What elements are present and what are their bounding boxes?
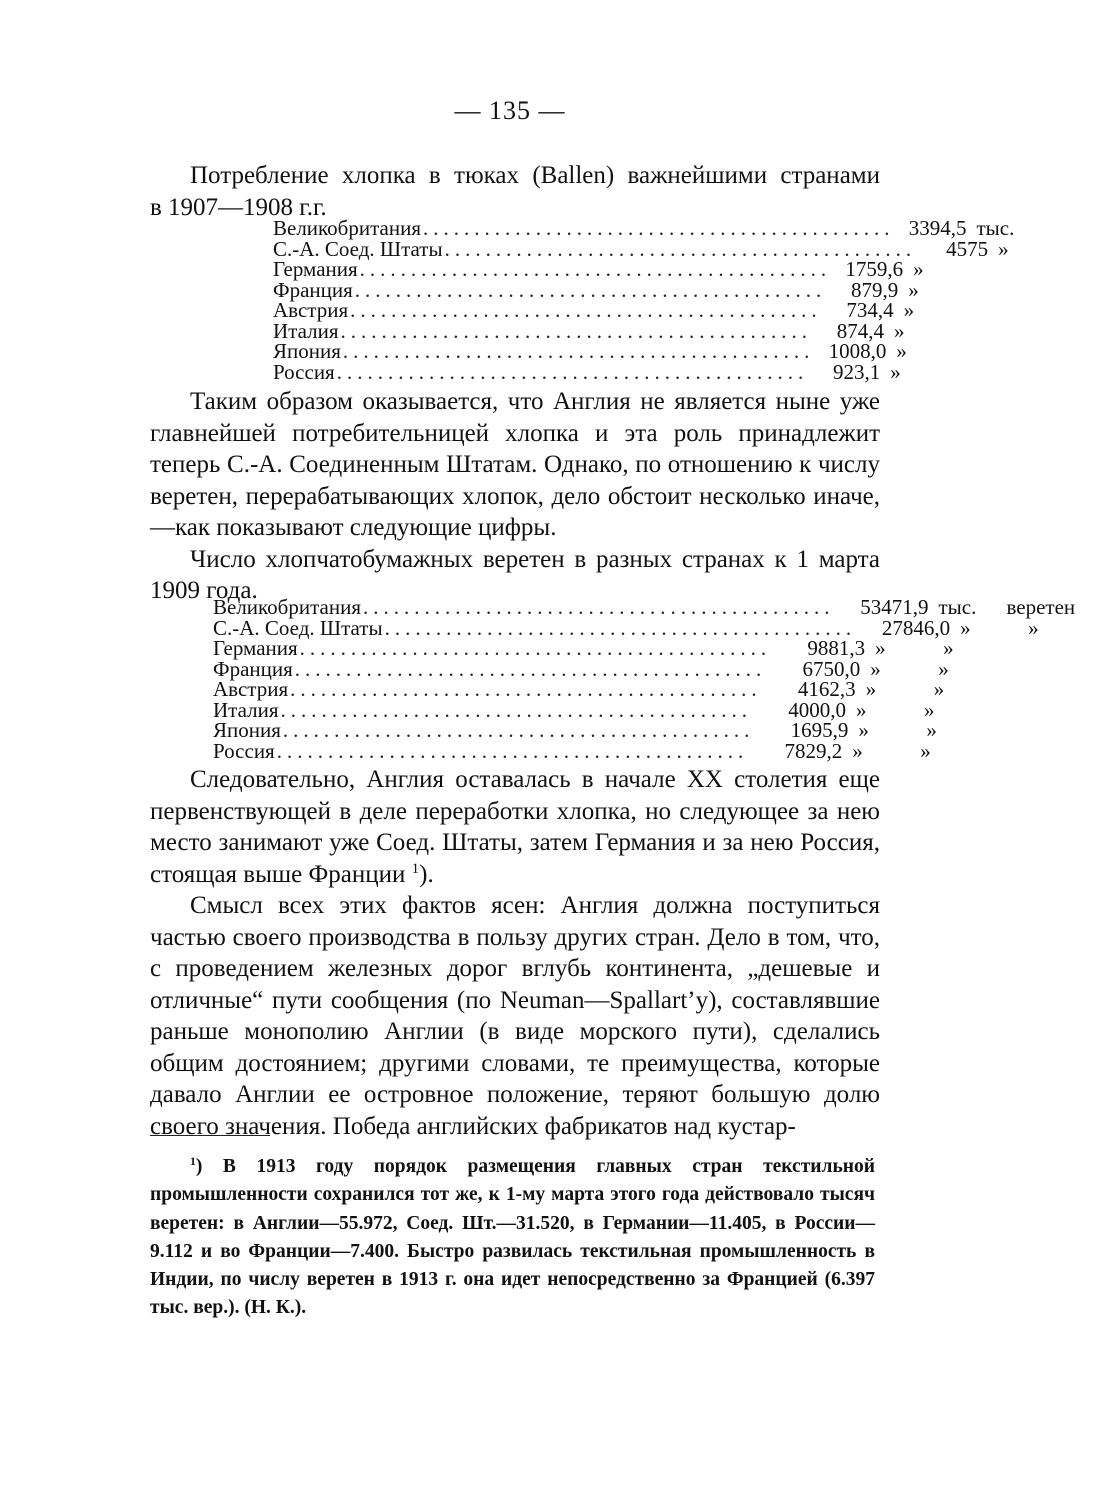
table-value: 4575 (946, 236, 989, 261)
table-value: 27846,0 (881, 615, 951, 640)
table-row (273, 216, 1015, 240)
table-unit: » (893, 318, 905, 343)
country-name: Германия (213, 636, 298, 660)
footnote (150, 1153, 875, 1323)
table-unit: » (855, 697, 867, 722)
paragraph: Таким образом оказывается, что Англия не является ныне уже главнейшей потребительницей хлопка и эта роль принадлежит теперь С.-А. Соединенным Штатам. Однако, по отношению к числу веретен, перерабатывающих хлопок, дело обстоит несколько иначе,—как показывают следующие цифры. (150, 388, 880, 541)
country-name: Австрия (273, 298, 349, 322)
table-value: 4162,3 (797, 677, 856, 701)
paragraph-line: Потребление хлопка в тюках (Ballen) важнейшими странами (190, 162, 880, 189)
table-row (273, 277, 919, 302)
country-name: Германия (273, 257, 358, 281)
table-row (273, 257, 924, 281)
body-text-1 (150, 386, 880, 607)
leader-dots: .............................................. (444, 236, 917, 261)
table-row (213, 677, 945, 701)
leader-dots: .............................................. (276, 738, 749, 763)
table-value: 734,4 (846, 298, 894, 322)
table-unit: веретен (1006, 595, 1076, 619)
table-unit: » (890, 359, 901, 384)
table-unit: » (852, 738, 863, 763)
table-row (213, 697, 935, 722)
table-unit: » (858, 718, 869, 742)
footnote-paragraph (150, 1153, 875, 1323)
table-value: 923,1 (832, 359, 881, 384)
paragraph: Число хлопчатобумажных веретен в разных странах к 1 марта 1909 года. (150, 545, 880, 604)
leader-dots: .............................................. (282, 718, 755, 742)
country-name: Япония (213, 718, 281, 742)
leader-dots: .............................................. (359, 257, 832, 281)
table-unit: » (938, 656, 949, 681)
country-name: Великобритания (273, 216, 421, 240)
paragraph-text: Следовательно, Англия оставалась в начале XX столетия еще первенствующей в деле переработки хлопка, но следующее за нею место занимают уже Соед. Штаты, затем Германия и за нею Россия, стоящая выше Франции (150, 766, 880, 888)
leader-dots: .............................................. (342, 339, 815, 363)
country-name: Италия (213, 697, 279, 722)
table-row (273, 359, 901, 384)
page-number: — 135 — (454, 96, 566, 125)
table-row (273, 236, 1009, 261)
table-unit: » (870, 656, 881, 681)
table-row (213, 615, 1039, 640)
table-unit: » (943, 636, 954, 660)
table-value: 879,9 (851, 277, 899, 302)
footnote-marker-paren: ) (195, 1156, 203, 1177)
country-name: Франция (273, 277, 353, 302)
table-unit: тыс. (976, 216, 1015, 240)
table-value: 1008,0 (828, 339, 887, 363)
table-unit: » (1028, 615, 1039, 640)
table-value: 874,4 (836, 318, 884, 343)
country-name: С.-А. Соед. Штаты (273, 236, 443, 261)
country-name: Франция (213, 656, 293, 681)
table-unit: » (926, 718, 937, 742)
table-unit: » (923, 697, 935, 722)
table-value: 9881,3 (807, 636, 866, 660)
table-unit: » (903, 298, 915, 322)
table-value: 1759,6 (845, 257, 904, 281)
table-row (273, 339, 907, 363)
footnote-marker: 1 (190, 1154, 196, 1168)
table-value: 4000,0 (788, 697, 846, 722)
table-row (213, 595, 1076, 619)
body-text-2 (150, 764, 880, 1142)
leader-dots: .............................................. (299, 636, 772, 660)
leader-dots: .............................................. (423, 216, 895, 240)
table-row (213, 656, 949, 681)
table-unit: » (875, 636, 886, 660)
paragraph (150, 764, 880, 890)
table-value: 1695,9 (790, 718, 849, 742)
leader-dots: .............................................. (350, 298, 822, 322)
spindles-table (213, 595, 1076, 763)
intro-paragraph-1 (150, 160, 880, 223)
table-row (273, 318, 905, 343)
footnote-text: В 1913 году порядок размещения главных стран текстильной промышленности сохранился тот же, к 1-му марта этого года действовало тысяч веретен: в Англии—55.972, Соед. Шт.—31.520, в Германии—11.405, в России—9.112 и во Франции—7.400. Быстро развилась текстильная промышленность в Индии, по числу веретен в 1913 г. она идет непосредственно за Францией (6.397 тыс. вер.). (Н. К.). (150, 1156, 875, 1319)
country-name: Австрия (213, 677, 289, 701)
table-row (213, 738, 931, 763)
country-name: С.-А. Соед. Штаты (213, 615, 383, 640)
table-unit: » (920, 738, 931, 763)
table-value: 7829,2 (784, 738, 843, 763)
leader-dots: .............................................. (340, 318, 812, 343)
leader-dots: .............................................. (294, 656, 767, 681)
table-row (213, 636, 954, 660)
paragraph: Смысл всех этих фактов ясен: Англия должна поступиться частью своего производства в пользу других стран. Дело в том, что, с проведением железных дорог вглубь континента, „дешевые и отличные“ пути сообщения (по Neuman—Spallart’y), составлявшие раньше монополию Англии (в виде морского пути), сделались общим достоянием; другими словами, те преимущества, которые давало Англии ее островное положение, теряют большую долю своего значения. Победа английских фабрикатов над кустар- (150, 892, 880, 1140)
table-unit: » (913, 257, 924, 281)
footnote-divider (150, 1135, 270, 1136)
table-unit: » (896, 339, 907, 363)
leader-dots: .............................................. (354, 277, 827, 302)
leader-dots: .............................................. (363, 595, 835, 619)
table-unit: » (865, 677, 877, 701)
country-name: Россия (273, 359, 335, 384)
footnote-reference[interactable]: 1 (411, 860, 420, 877)
leader-dots: .............................................. (336, 359, 809, 384)
country-name: Япония (273, 339, 341, 363)
table-value: 3394,5 (908, 216, 967, 240)
table-unit: » (998, 236, 1009, 261)
table-value: 53471,9 (860, 595, 929, 619)
table-row (213, 718, 937, 742)
table-value: 6750,0 (802, 656, 861, 681)
table-unit: » (933, 677, 945, 701)
cotton-consumption-table (273, 216, 1015, 384)
leader-dots: .............................................. (384, 615, 857, 640)
leader-dots: .............................................. (290, 677, 762, 701)
table-unit: тыс. (938, 595, 977, 619)
leader-dots: .............................................. (280, 697, 752, 722)
country-name: Италия (273, 318, 339, 343)
table-unit: » (960, 615, 971, 640)
paragraph-line: в 1907—1908 г.г. (150, 193, 327, 221)
country-name: Россия (213, 738, 275, 763)
table-row (273, 298, 915, 322)
paragraph-end: ). (419, 860, 434, 888)
table-unit: » (908, 277, 919, 302)
country-name: Великобритания (213, 595, 361, 619)
